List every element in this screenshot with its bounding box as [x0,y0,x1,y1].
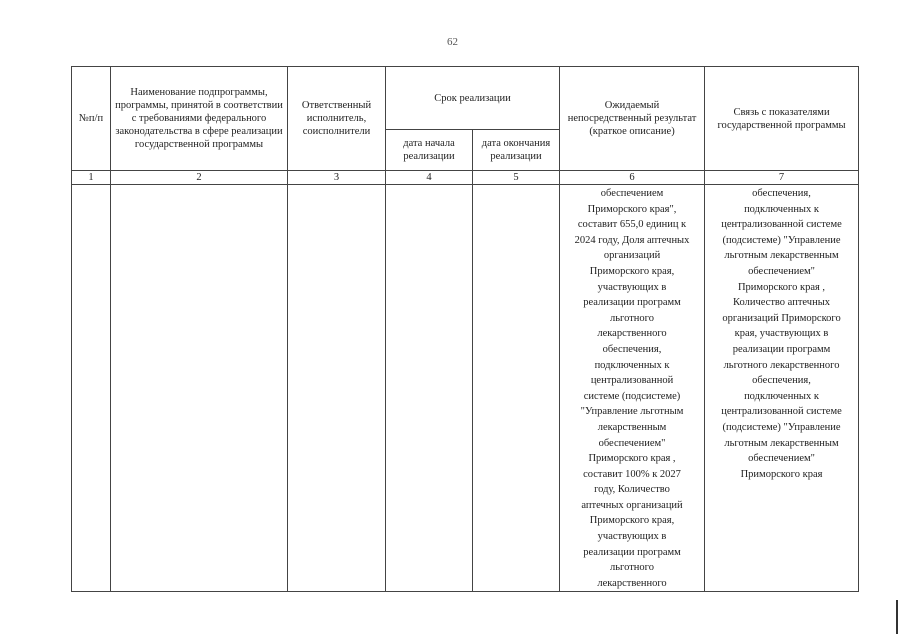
column-number-row [72,171,859,185]
header-period: Срок реализации [386,67,560,130]
page-number: 62 [447,36,458,48]
program-table [71,66,859,592]
header-start: дата начала реализации [386,130,473,171]
header-end: дата окончания реализации [473,130,560,171]
table-row [72,185,859,592]
cell-name [111,185,288,592]
cell-start [386,185,473,592]
header-link: Связь с показателями государственной программы [705,67,859,171]
cell-link [705,185,859,592]
column-number: 6 [560,171,705,185]
cell-executor [288,185,386,592]
header-row-1 [72,67,859,130]
cell-result [560,185,705,592]
header-name: Наименование подпрограммы, программы, принятой в соответствии с требованиями федерального законодательства в сфере реализации государственной программы [111,67,288,171]
column-number: 3 [288,171,386,185]
scan-edge-mark [896,600,898,634]
result-text: обеспечением Приморского края", составит 655,0 единиц к 2024 году, Доля аптечных организаций Приморского края, участвующих в реализации программ льготного лекарственного обеспечения, подключенных к централизованной системе (подсистеме) "Управление льготным лекарственным обеспечением" Приморского края , составит 100% к 2027 году, Количество аптечных организаций Приморского края, участвующих в реализации программ льготного лекарственного [574,188,690,589]
link-text: обеспечения, подключенных к централизованной системе (подсистеме) "Управление льготным лекарственным обеспечением" Приморского края , Количество аптечных организаций Приморского края, участвующих в реализации программ льготного лекарственного обеспечения, подключенных к централизованной системе (подсистеме) "Управление льготным лекарственным обеспечением" Приморского края [721,188,842,480]
column-number: 2 [111,171,288,185]
column-number: 7 [705,171,859,185]
column-number: 5 [473,171,560,185]
column-number: 1 [72,171,111,185]
cell-end [473,185,560,592]
column-number: 4 [386,171,473,185]
header-result: Ожидаемый непосредственный результат (краткое описание) [560,67,705,171]
header-executor: Ответственный исполнитель, соисполнители [288,67,386,171]
header-num: №п/п [72,67,111,171]
cell-num [72,185,111,592]
